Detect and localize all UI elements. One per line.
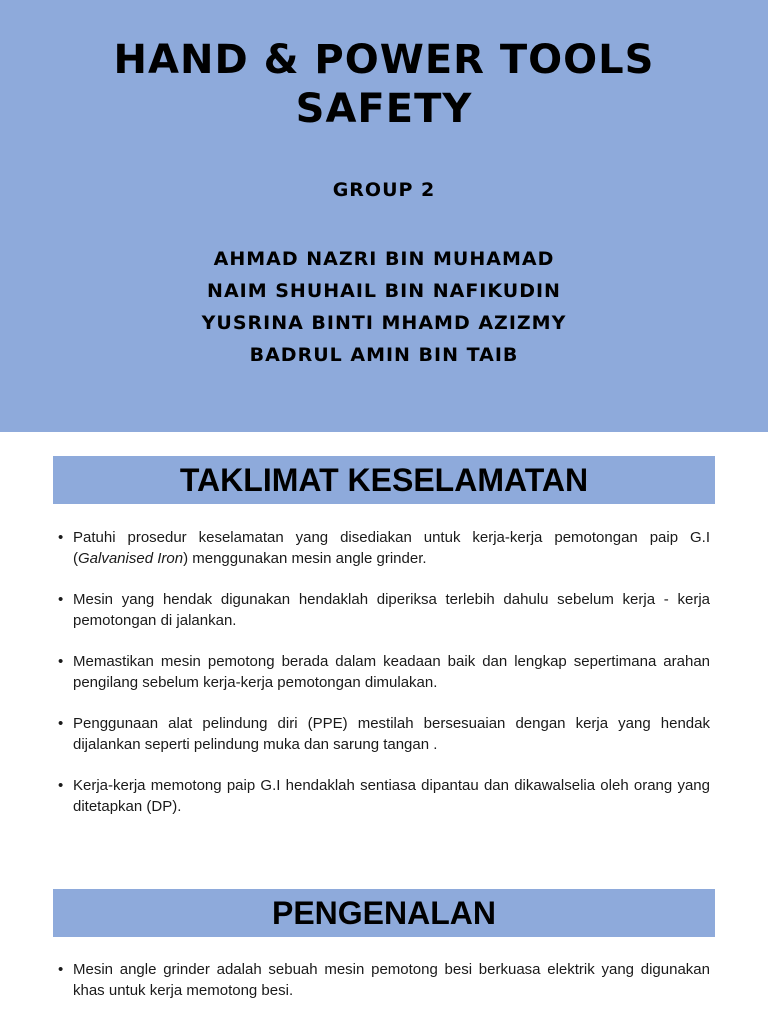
section-heading: TAKLIMAT KESELAMATAN xyxy=(179,462,589,498)
group-label: GROUP 2 xyxy=(332,179,436,201)
bullet-icon: • xyxy=(58,715,64,732)
document-title xyxy=(0,36,768,134)
list-item xyxy=(58,651,710,693)
pengenalan-bullet-list xyxy=(58,959,710,1021)
item-text: Kerja-kerja memotong paip G.I hendaklah sentiasa dipantau dan dikawalselia oleh orang yang ditetapkan (DP). xyxy=(73,777,710,815)
bullet-icon: • xyxy=(58,653,64,670)
section-heading: PENGENALAN xyxy=(271,895,496,931)
member-list xyxy=(0,243,768,371)
member-name: YUSRINA BINTI MHAMD AZIZMY xyxy=(201,312,567,334)
taklimat-bullet-list xyxy=(58,527,710,837)
item-text: Mesin angle grinder adalah sebuah mesin pemotong besi berkuasa elektrik yang digunakan khas untuk kerja memotong besi. xyxy=(73,961,710,999)
list-item xyxy=(58,527,710,569)
member-name: BADRUL AMIN BIN TAIB xyxy=(249,344,519,366)
item-text: Mesin yang hendak digunakan hendaklah diperiksa terlebih dahulu sebelum kerja - kerja pemotongan di jalankan. xyxy=(73,591,710,629)
item-text: Penggunaan alat pelindung diri (PPE) mestilah bersesuaian dengan kerja yang hendak dijalankan seperti pelindung muka dan sarung tangan . xyxy=(73,715,710,753)
bullet-icon: • xyxy=(58,777,64,794)
bullet-icon: • xyxy=(58,961,64,978)
list-item xyxy=(58,713,710,755)
title-line-1: HAND & POWER TOOLS xyxy=(113,37,655,83)
list-item xyxy=(58,589,710,631)
list-item xyxy=(58,775,710,817)
member-name: AHMAD NAZRI BIN MUHAMAD xyxy=(213,248,555,270)
bullet-icon: • xyxy=(58,529,64,546)
list-item xyxy=(58,959,710,1001)
italic-term: Galvanised Iron xyxy=(78,550,184,567)
bullet-icon: • xyxy=(58,591,64,608)
item-text: Memastikan mesin pemotong berada dalam keadaan baik dan lengkap sepertimana arahan pengilang sebelum kerja-kerja pemotongan dimulakan. xyxy=(73,653,710,691)
section-header-pengenalan xyxy=(53,889,715,937)
member-name: NAIM SHUHAIL BIN NAFIKUDIN xyxy=(207,280,561,302)
cover-panel xyxy=(0,0,768,432)
section-header-taklimat xyxy=(53,456,715,504)
item-text: Patuhi prosedur keselamatan yang disediakan untuk kerja-kerja pemotongan paip G.I (Galvanised Iron) menggunakan mesin angle grinder. xyxy=(73,529,710,567)
title-line-2: SAFETY xyxy=(295,86,473,132)
